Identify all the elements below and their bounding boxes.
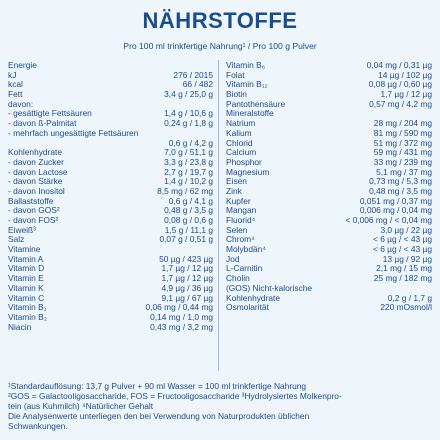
column-divider xyxy=(218,60,219,371)
nutrient-label: Vitamin B₆ xyxy=(226,60,266,70)
nutrient-value: 0,6 g / 4,2 g xyxy=(168,137,213,148)
nutrient-label: - davon Stärke xyxy=(8,176,63,187)
nutrient-value: < 6 µg / < 43 µg xyxy=(372,234,432,245)
nutrient-label: Jod xyxy=(226,253,240,264)
nutrient-label: Calcium xyxy=(226,147,257,158)
nutrient-value: 0,08 g / 0,6 g xyxy=(164,215,213,225)
footnote-line: ¹Standardauflösung: 13,7 g Pulver + 90 ml Wasser = 100 ml trinkfertige Nahrung xyxy=(8,381,307,391)
page-title: NÄHRSTOFFE xyxy=(142,8,298,33)
nutrient-value: 0,43 mg / 3,2 mg xyxy=(150,321,213,332)
nutrient-value: 0,48 mg / 3,5 mg xyxy=(369,185,432,196)
nutrient-value: 0,04 mg / 0,31 µg xyxy=(366,60,432,70)
nutrient-value: 0,57 mg / 4,2 mg xyxy=(369,98,432,109)
nutrient-value: 3,4 g / 25,0 g xyxy=(164,89,213,100)
nutrient-value: 1,5 g / 11,1 g xyxy=(164,224,213,235)
nutrient-label: Kohlenhydrate xyxy=(8,147,63,158)
footnote-line: Schwankungen. xyxy=(8,421,68,431)
nutrient-value: 25 mg / 182 mg xyxy=(373,273,432,284)
nutrient-value: 276 / 2015 xyxy=(173,69,213,80)
nutrient-value: 0,24 g / 1,8 g xyxy=(164,118,213,129)
nutrient-label: Kupfer xyxy=(226,195,251,206)
nutrient-label: Vitamin C xyxy=(8,292,45,303)
nutrient-value: 0,6 g / 4,1 g xyxy=(168,195,213,206)
nutrient-label: Vitamin E xyxy=(8,273,44,284)
nutrient-table-right xyxy=(226,61,432,313)
nutrient-label: L-Carnitin xyxy=(226,263,263,274)
nutrient-value: 50 µg / 423 µg xyxy=(159,253,213,264)
footnote-line: ²GOS = Galactooligosaccharide, FOS = Fructooligosaccharide ³Hydrolysiertes Molkenpro- xyxy=(8,391,342,401)
nutrient-label: Eisen xyxy=(226,176,247,187)
nutrient-value: 0,06 mg / 0,44 mg xyxy=(145,302,213,313)
nutrient-value: 0,73 mg / 5,3 mg xyxy=(369,176,432,187)
nutrient-value: 1,4 g / 10,6 g xyxy=(164,108,213,119)
nutrient-label: Vitamine xyxy=(8,244,41,255)
nutrient-label: Mangan xyxy=(226,205,257,216)
nutrient-value: 81 mg / 590 mg xyxy=(373,127,432,138)
nutrient-label: - davon Zucker xyxy=(8,156,64,167)
nutrient-value: 2,1 mg / 15 mg xyxy=(376,263,432,274)
nutrient-value: 1,7 µg / 12 µg xyxy=(161,263,213,274)
nutrient-label: Folat xyxy=(226,69,245,80)
footnote-line: Die Analysenwerte unterliegen den bei Verwendung von Naturprodukten üblichen xyxy=(8,411,310,421)
nutrient-value: < 6 µg / < 43 µg xyxy=(372,244,432,255)
nutrient-row xyxy=(8,323,213,333)
nutrient-value: 1,4 g / 10,2 g xyxy=(164,176,213,187)
column-subtitle: Pro 100 ml trinkfertige Nahrung¹ / Pro 100 g Pulver xyxy=(123,41,317,51)
footnotes xyxy=(8,381,434,431)
nutrient-label: Magnesium xyxy=(226,166,270,177)
nutrient-value: 33 mg / 239 mg xyxy=(373,156,432,167)
nutrient-value: 59 mg / 431 mg xyxy=(373,147,432,158)
nutrient-value: 7,0 g / 51,1 g xyxy=(164,147,213,158)
nutrient-label: (GOS) Nicht-kalorische xyxy=(226,282,313,293)
nutrient-value: 3,0 µg / 22 µg xyxy=(380,224,432,235)
nutrient-row xyxy=(226,303,432,313)
nutrient-label: Vitamin B₂ xyxy=(8,311,47,322)
nutrient-label: davon: xyxy=(8,98,34,109)
nutrient-value: 13 µg / 92 µg xyxy=(382,253,432,264)
nutrient-value: 51 mg / 372 mg xyxy=(373,137,432,148)
nutrient-label: Mineralstoffe xyxy=(226,108,274,119)
nutrient-value: 2,7 g / 19,7 g xyxy=(164,166,213,177)
nutrient-value: 0,14 mg / 1,0 mg xyxy=(150,311,213,322)
nutrient-label: - davon Inositol xyxy=(8,185,65,196)
nutrient-label: Biotin xyxy=(226,89,247,100)
nutrient-label: Chlorid xyxy=(226,137,253,148)
nutrient-value: 5,1 mg / 37 mg xyxy=(376,166,432,177)
nutrient-row xyxy=(8,90,213,100)
nutrient-value: 1,7 µg / 12 µg xyxy=(380,89,432,100)
nutrient-label: - mehrfach ungesättigte Fettsäuren xyxy=(8,127,139,138)
nutrient-value: 0,07 g / 0,51 g xyxy=(159,234,213,245)
nutrient-label: Kalium xyxy=(226,127,252,138)
nutrient-value: < 0,006 mg / < 0,04 mg xyxy=(345,215,432,225)
nutrient-value: 14 µg / 102 µg xyxy=(378,69,432,80)
nutrient-label: Vitamin A xyxy=(8,253,44,264)
nutrient-value: 0,006 mg / 0,04 mg xyxy=(359,205,432,216)
nutrient-label: Fluorid⁴ xyxy=(226,215,256,225)
nutrient-label: Selen xyxy=(226,224,248,235)
nutrient-value: 66 / 482 xyxy=(182,79,213,90)
nutrient-label: Niacin xyxy=(8,321,32,332)
nutrient-label: Phosphor xyxy=(226,156,262,167)
nutrient-label: Vitamin B₁₂ xyxy=(226,79,268,90)
nutrient-value: 0,48 g / 3,5 g xyxy=(164,205,213,216)
nutrient-label: - davon FOS² xyxy=(8,215,59,225)
nutrient-label: Energie xyxy=(8,60,37,70)
nutrient-value: 0,051 mg / 0,37 mg xyxy=(359,195,432,206)
nutrient-table-left xyxy=(8,61,213,332)
nutrient-value: 0,2 g / 1,7 g xyxy=(387,292,432,303)
nutrient-label: Vitamin K xyxy=(8,282,44,293)
nutrient-label: - davon GOS² xyxy=(8,205,60,216)
nutrient-label: Fett xyxy=(8,89,23,100)
nutrient-value: 0,08 µg / 0,60 µg xyxy=(368,79,432,90)
nutrient-label: Eiweiß³ xyxy=(8,224,36,235)
nutrient-value: 1,7 µg / 12 µg xyxy=(161,273,213,284)
nutrient-label: Kohlenhydrate xyxy=(226,292,281,303)
nutrient-label: kJ xyxy=(8,69,17,80)
nutrient-label: Salz xyxy=(8,234,25,245)
nutrient-label: Natrium xyxy=(226,118,256,129)
nutrient-value: 220 mOsmol/l xyxy=(380,302,432,313)
nutrient-label: Cholin xyxy=(226,273,250,284)
nutrient-value: 28 mg / 204 mg xyxy=(373,118,432,129)
nutrient-value: 9,1 µg / 67 µg xyxy=(161,292,213,303)
nutrient-label: - davon Lactose xyxy=(8,166,68,177)
nutrient-value: 3,3 g / 23,8 g xyxy=(164,156,213,167)
nutrient-label: - gesättigte Fettsäuren xyxy=(8,108,92,119)
nutrient-label: Ballaststoffe xyxy=(8,195,54,206)
nutrient-value: 4,9 µg / 36 µg xyxy=(161,282,213,293)
nutrient-label: Vitamin D xyxy=(8,263,45,274)
nutrient-label: - davon ß-Palmitat xyxy=(8,118,77,129)
nutrient-label: Pantothensäure xyxy=(226,98,286,109)
nutrient-label: Zink xyxy=(226,185,242,196)
nutrient-label: Vitamin B₁ xyxy=(8,302,47,313)
nutrient-label: kcal xyxy=(8,79,23,90)
nutrient-label: Osmolarität xyxy=(226,302,269,313)
footnote-line: tein (aus Kuhmilch) ⁴Natürlicher Gehalt xyxy=(8,401,154,411)
nutrient-label: Chrom⁴ xyxy=(226,234,255,245)
nutrient-label: Molybdän⁴ xyxy=(226,244,266,255)
nutrient-value: 8,5 mg / 62 mg xyxy=(157,185,213,196)
